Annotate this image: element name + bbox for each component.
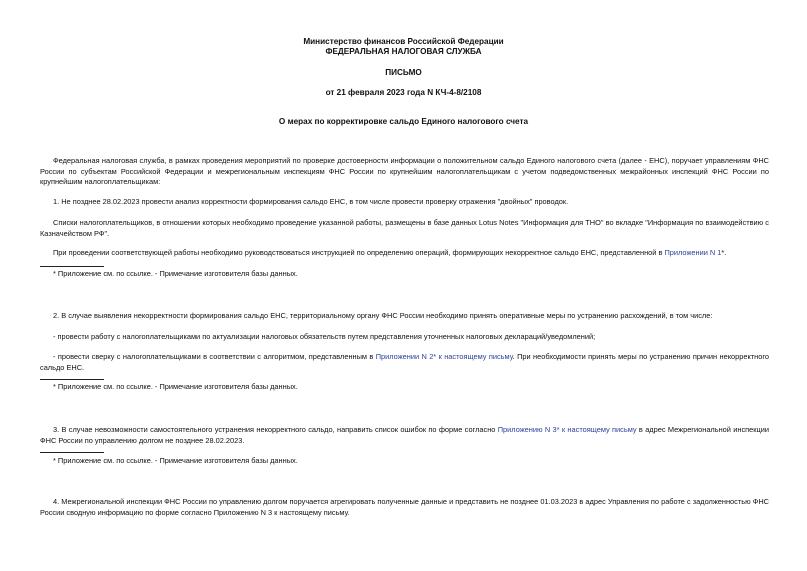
instruction-text: При проведении соответствующей работы необходимо руководствоваться инструкцией по определению операций, формирующих некорректное сальдо ЕНС, представленной в <box>53 248 665 257</box>
footnote-divider <box>40 266 104 267</box>
point-b-text: - провести сверку с налогоплательщиками в соответствии с алгоритмом, представленным в <box>53 352 376 361</box>
item-3-text: 3. В случае невозможности самостоятельного устранения некорректного сальдо, направить список ошибок по форме согласно <box>53 425 498 434</box>
instruction-text-end: *. <box>721 248 727 257</box>
item-4-paragraph: 4. Межрегиональной инспекции ФНС России по управлению долгом поручается агрегировать полученные данные и представить не позднее 01.03.2023 в адрес Управления по работе с задолженностью ФНС России сводную информацию по форме согласно Приложению N 3 к настоящему письму. <box>40 497 769 517</box>
item-3-paragraph <box>40 425 769 446</box>
appendix-3-link[interactable]: Приложению N 3* к настоящему письму <box>497 425 637 434</box>
document-subject: О мерах по корректировке сальдо Единого налогового счета <box>278 117 529 126</box>
footnote-2: * Приложение см. по ссылке. - Примечание изготовителя базы данных. <box>53 382 298 391</box>
item-1-list-paragraph: Списки налогоплательщиков, в отношении которых необходимо проведение указанной работы, размещены в базе данных Lotus Notes "Информация для ТНО" во вкладке "Информация по взаимодействию с Казначейством РФ". <box>40 218 769 238</box>
intro-paragraph: Федеральная налоговая служба, в рамках проведения мероприятий по проверке достоверности информации о положительном сальдо Единого налогового счета (далее - ЕНС), поручает управлениям ФНС России по субъектам Российской Федерации и межрегиональным инспекциям ФНС России по крупнейшим налогоплательщикам с учетом подведомственных межрайонных инспекций ФНС России по крупнейшим налогоплательщикам: <box>40 156 769 187</box>
appendix-2-link[interactable]: Приложении N 2* к настоящему письму <box>375 352 513 361</box>
item-2-paragraph: 2. В случае выявления некорректности формирования сальдо ЕНС, территориальному органу ФНС России необходимо принять оперативные меры по устранению расхождений, в том числе: <box>53 311 713 320</box>
point-b-text-end: . При необходимости принять меры по устранению причин некорректного сальдо ЕНС. <box>40 352 769 372</box>
document-type: ПИСЬМО <box>385 68 422 77</box>
footnote-3: * Приложение см. по ссылке. - Примечание изготовителя базы данных. <box>53 456 298 465</box>
ministry-name: Министерство финансов Российской Федерации <box>303 37 504 46</box>
footnote-divider <box>40 379 104 380</box>
document-date-number: от 21 февраля 2023 года N КЧ-4-8/2108 <box>325 88 482 97</box>
item-1-paragraph: 1. Не позднее 28.02.2023 провести анализ корректности формирования сальдо ЕНС, в том числе провести проверку отражения "двойных" проводок. <box>53 197 569 206</box>
item-2-point-b <box>40 352 769 373</box>
document-header <box>0 37 807 57</box>
service-name: ФЕДЕРАЛЬНАЯ НАЛОГОВАЯ СЛУЖБА <box>325 47 482 56</box>
appendix-1-link[interactable]: Приложении N 1 <box>664 248 722 257</box>
item-2-point-a: - провести работу с налогоплательщиками по актуализации налоговых обязательств путем представления уточненных налоговых деклараций/уведомлений; <box>53 332 596 341</box>
footnote-1: * Приложение см. по ссылке. - Примечание изготовителя базы данных. <box>53 269 298 278</box>
item-1-instruction-paragraph <box>40 248 769 259</box>
item-3-text-end: в адрес Межрегиональной инспекции ФНС России по управлению долгом не позднее 28.02.2023. <box>40 425 769 445</box>
footnote-divider <box>40 452 104 453</box>
